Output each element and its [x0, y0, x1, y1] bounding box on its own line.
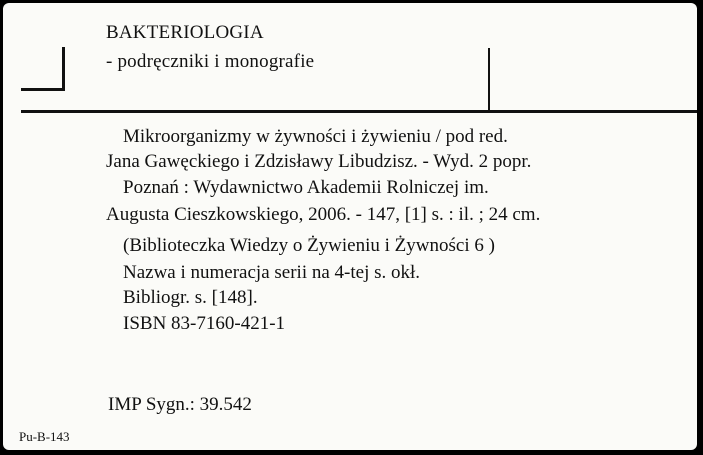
- record-line-series: (Biblioteczka Wiedzy o Żywieniu i Żywności 6 ): [123, 235, 495, 256]
- catalog-card: [3, 3, 697, 450]
- horizontal-divider: [21, 110, 697, 113]
- subject-subheading: - podręczniki i monografie: [106, 51, 315, 72]
- record-line-publication: Augusta Cieszkowskiego, 2006. - 147, [1] s. : il. ; 24 cm.: [106, 204, 541, 225]
- record-line-bibliography: Bibliogr. s. [148].: [123, 287, 258, 308]
- card-code: Pu-B-143: [19, 429, 70, 444]
- record-line-publisher: Poznań : Wydawnictwo Akademii Rolniczej im.: [123, 177, 489, 198]
- corner-mark-horizontal: [21, 88, 65, 91]
- vertical-divider: [488, 48, 490, 111]
- shelf-signature: IMP Sygn.: 39.542: [108, 394, 252, 415]
- subject-heading: BAKTERIOLOGIA: [106, 22, 264, 43]
- record-line-editors: Jana Gawęckiego i Zdzisławy Libudzisz. - Wyd. 2 popr.: [106, 151, 532, 172]
- record-line-series-note: Nazwa i numeracja serii na 4-tej s. okł.: [123, 262, 421, 283]
- record-line-title: Mikroorganizmy w żywności i żywieniu / pod red.: [123, 126, 508, 147]
- record-line-isbn: ISBN 83-7160-421-1: [123, 313, 286, 334]
- corner-mark-vertical: [62, 47, 65, 91]
